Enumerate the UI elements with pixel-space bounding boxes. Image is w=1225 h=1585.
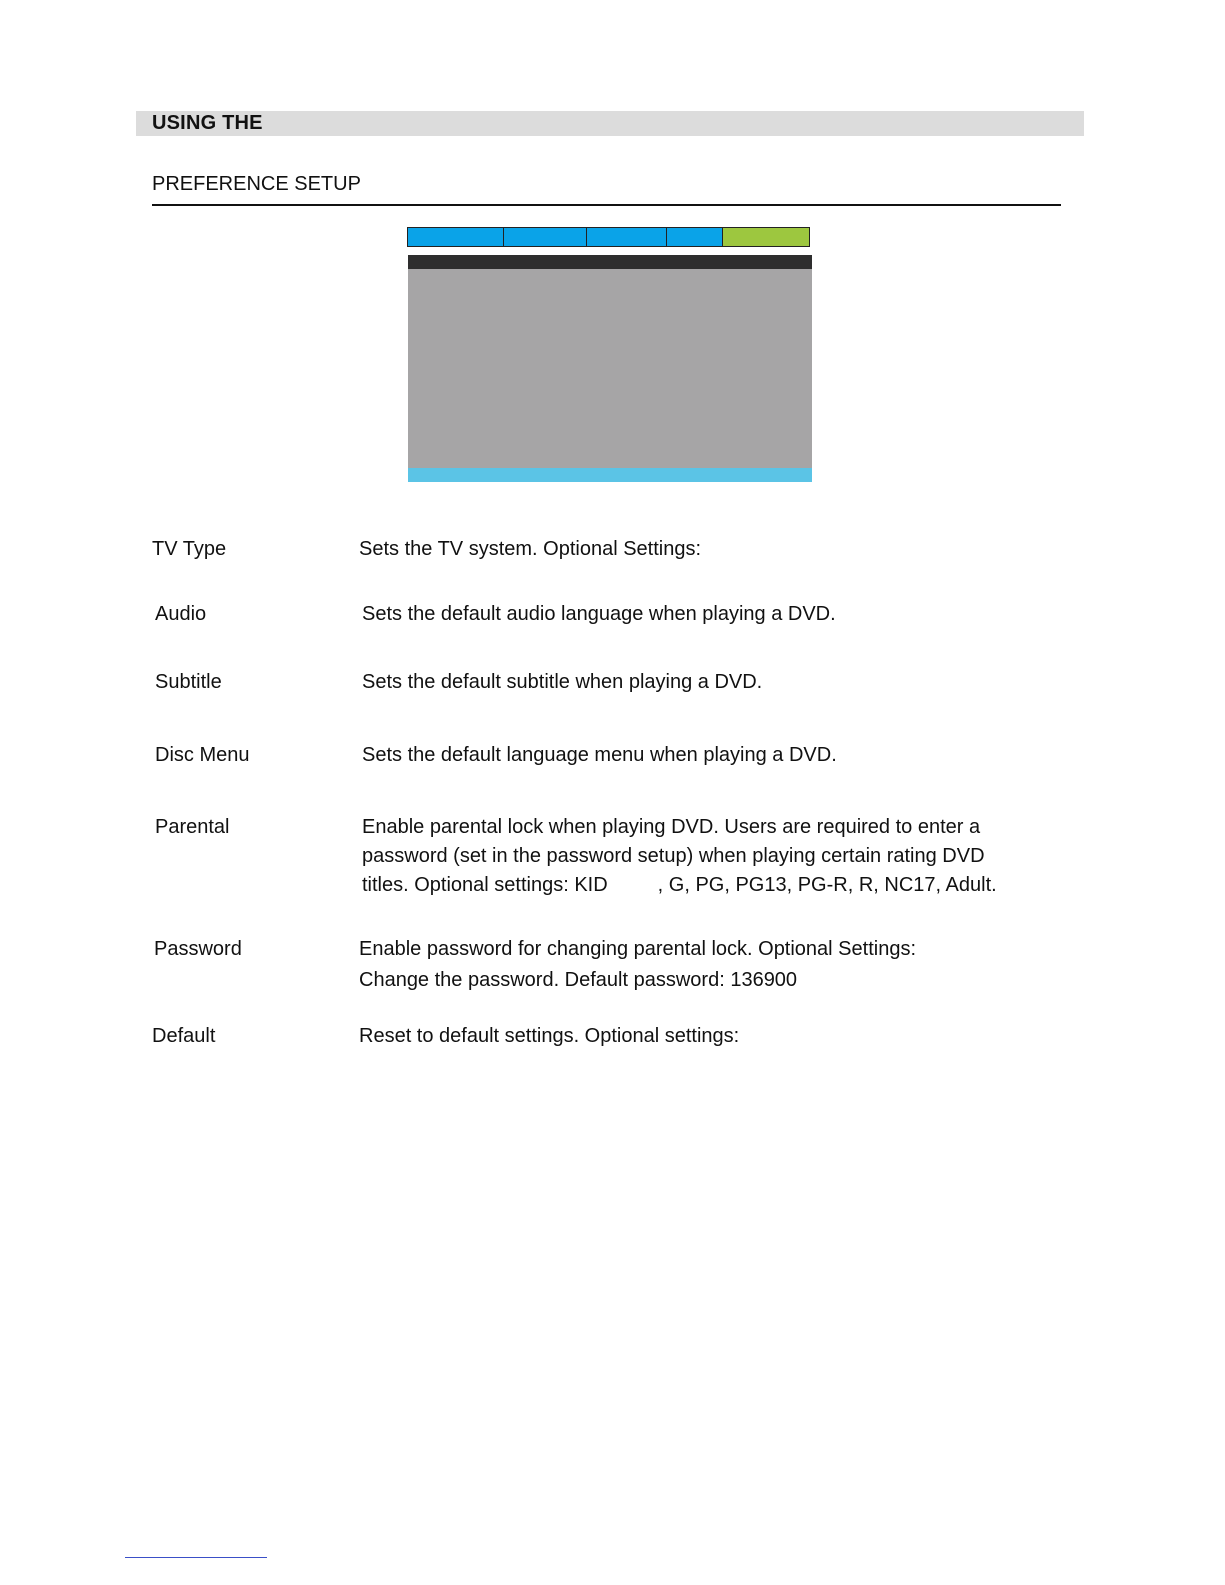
setting-description: Sets the default subtitle when playing a DVD.: [362, 671, 763, 693]
setting-description: Sets the TV system. Optional Settings:: [359, 538, 702, 560]
setting-term: Disc Menu: [155, 744, 250, 766]
osd-tab-audio: [504, 228, 588, 246]
osd-tab-preference-active: [723, 228, 809, 246]
setting-term: Password: [154, 938, 242, 960]
setting-term: Default: [152, 1025, 216, 1047]
osd-title-bar: [408, 255, 812, 269]
subsection-title: PREFERENCE SETUP: [152, 173, 361, 195]
setting-term: TV Type: [152, 538, 227, 560]
osd-menu-tabs: [407, 227, 810, 247]
section-header-bar: [136, 111, 1084, 136]
description-line: Enable password for changing parental lock. Optional Settings:: [359, 938, 917, 960]
rating-list-start: titles. Optional settings: KID: [362, 874, 608, 896]
setting-description: Sets the default audio language when playing a DVD.: [362, 603, 836, 625]
setting-term: Audio: [155, 603, 207, 625]
heading-divider: [152, 204, 1061, 206]
description-line: Enable parental lock when playing DVD. Users are required to enter a: [362, 816, 981, 838]
setting-term: Parental: [155, 816, 230, 838]
footer-link-underline: [125, 1557, 267, 1558]
osd-footer-bar: [408, 468, 812, 482]
setting-term: Subtitle: [155, 671, 222, 693]
section-title: USING THE: [152, 112, 263, 134]
setting-description: [359, 934, 916, 996]
description-line: [362, 871, 997, 900]
description-line: Change the password. Default password: 136900: [359, 969, 798, 991]
setting-description: Sets the default language menu when playing a DVD.: [362, 744, 837, 766]
setting-description: [362, 813, 997, 900]
rating-list-rest: , G, PG, PG13, PG-R, R, NC17, Adult.: [657, 874, 997, 896]
osd-tab-speaker: [667, 228, 724, 246]
osd-menu-body: [408, 269, 812, 468]
setting-description: Reset to default settings. Optional settings:: [359, 1025, 740, 1047]
osd-tab-general: [408, 228, 504, 246]
osd-tab-video: [587, 228, 667, 246]
description-line: password (set in the password setup) when playing certain rating DVD: [362, 845, 985, 867]
